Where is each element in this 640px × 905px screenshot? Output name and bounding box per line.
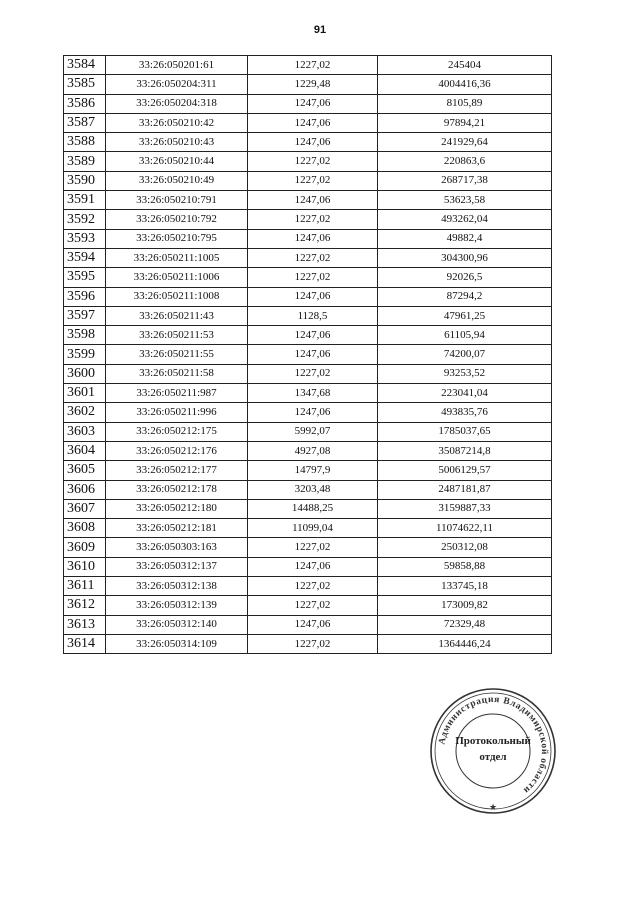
cadastral-number-cell: 33:26:050211:55 xyxy=(106,345,248,364)
table-row xyxy=(64,519,552,538)
value-cell: 11074622,11 xyxy=(378,519,552,538)
value-cell: 5006129,57 xyxy=(378,461,552,480)
row-number-cell: 3598 xyxy=(64,326,106,345)
row-number-cell: 3613 xyxy=(64,615,106,634)
cadastral-number-cell: 33:26:050211:1008 xyxy=(106,287,248,306)
cadastral-number-cell: 33:26:050211:53 xyxy=(106,326,248,345)
row-number-cell: 3593 xyxy=(64,229,106,248)
area-cell: 1247,06 xyxy=(248,113,378,132)
value-cell: 241929,64 xyxy=(378,133,552,152)
value-cell: 8105,89 xyxy=(378,94,552,113)
row-number-cell: 3597 xyxy=(64,306,106,325)
table-row xyxy=(64,422,552,441)
value-cell: 87294,2 xyxy=(378,287,552,306)
table-row xyxy=(64,94,552,113)
value-cell: 59858,88 xyxy=(378,557,552,576)
row-number-cell: 3585 xyxy=(64,75,106,94)
row-number-cell: 3587 xyxy=(64,113,106,132)
cadastral-number-cell: 33:26:050210:49 xyxy=(106,171,248,190)
table-row xyxy=(64,56,552,75)
row-number-cell: 3601 xyxy=(64,384,106,403)
row-number-cell: 3591 xyxy=(64,191,106,210)
area-cell: 1227,02 xyxy=(248,577,378,596)
value-cell: 304300,96 xyxy=(378,248,552,267)
cadastral-number-cell: 33:26:050210:791 xyxy=(106,191,248,210)
area-cell: 14797,9 xyxy=(248,461,378,480)
area-cell: 1247,06 xyxy=(248,133,378,152)
cadastral-number-cell: 33:26:050314:109 xyxy=(106,634,248,653)
table-row xyxy=(64,403,552,422)
table-row xyxy=(64,364,552,383)
area-cell: 1128,5 xyxy=(248,306,378,325)
row-number-cell: 3586 xyxy=(64,94,106,113)
table-row xyxy=(64,113,552,132)
area-cell: 1247,06 xyxy=(248,191,378,210)
row-number-cell: 3600 xyxy=(64,364,106,383)
table-row xyxy=(64,268,552,287)
area-cell: 4927,08 xyxy=(248,441,378,460)
cadastral-number-cell: 33:26:050212:176 xyxy=(106,441,248,460)
row-number-cell: 3604 xyxy=(64,441,106,460)
cadastral-number-cell: 33:26:050312:140 xyxy=(106,615,248,634)
official-stamp xyxy=(428,686,558,816)
table-row xyxy=(64,326,552,345)
table-row xyxy=(64,287,552,306)
row-number-cell: 3606 xyxy=(64,480,106,499)
area-cell: 1227,02 xyxy=(248,56,378,75)
area-cell: 1229,48 xyxy=(248,75,378,94)
table-row xyxy=(64,461,552,480)
cadastral-number-cell: 33:26:050201:61 xyxy=(106,56,248,75)
value-cell: 35087214,8 xyxy=(378,441,552,460)
page-number: 91 xyxy=(313,24,327,36)
row-number-cell: 3599 xyxy=(64,345,106,364)
table-body xyxy=(64,56,552,654)
value-cell: 173009,82 xyxy=(378,596,552,615)
area-cell: 1227,02 xyxy=(248,210,378,229)
area-cell: 1247,06 xyxy=(248,403,378,422)
area-cell: 1247,06 xyxy=(248,557,378,576)
value-cell: 245404 xyxy=(378,56,552,75)
row-number-cell: 3590 xyxy=(64,171,106,190)
row-number-cell: 3596 xyxy=(64,287,106,306)
cadastral-number-cell: 33:26:050312:139 xyxy=(106,596,248,615)
value-cell: 268717,38 xyxy=(378,171,552,190)
table-row xyxy=(64,499,552,518)
area-cell: 1247,06 xyxy=(248,229,378,248)
cadastral-number-cell: 33:26:050312:138 xyxy=(106,577,248,596)
row-number-cell: 3610 xyxy=(64,557,106,576)
cadastral-number-cell: 33:26:050211:1005 xyxy=(106,248,248,267)
table-row xyxy=(64,538,552,557)
cadastral-number-cell: 33:26:050211:43 xyxy=(106,306,248,325)
value-cell: 3159887,33 xyxy=(378,499,552,518)
value-cell: 4004416,36 xyxy=(378,75,552,94)
table-row xyxy=(64,229,552,248)
row-number-cell: 3608 xyxy=(64,519,106,538)
cadastral-number-cell: 33:26:050210:792 xyxy=(106,210,248,229)
table-row xyxy=(64,75,552,94)
value-cell: 74200,07 xyxy=(378,345,552,364)
cadastral-number-cell: 33:26:050204:311 xyxy=(106,75,248,94)
table-row xyxy=(64,345,552,364)
stamp-ring-text: Администрация Владимирской области xyxy=(437,694,550,796)
cadastral-number-cell: 33:26:050210:42 xyxy=(106,113,248,132)
value-cell: 493835,76 xyxy=(378,403,552,422)
value-cell: 47961,25 xyxy=(378,306,552,325)
cadastral-number-cell: 33:26:050204:318 xyxy=(106,94,248,113)
row-number-cell: 3594 xyxy=(64,248,106,267)
table-row xyxy=(64,306,552,325)
cadastral-number-cell: 33:26:050312:137 xyxy=(106,557,248,576)
row-number-cell: 3607 xyxy=(64,499,106,518)
cadastral-number-cell: 33:26:050212:180 xyxy=(106,499,248,518)
value-cell: 250312,08 xyxy=(378,538,552,557)
area-cell: 3203,48 xyxy=(248,480,378,499)
row-number-cell: 3588 xyxy=(64,133,106,152)
cadastral-number-cell: 33:26:050303:163 xyxy=(106,538,248,557)
row-number-cell: 3605 xyxy=(64,461,106,480)
row-number-cell: 3584 xyxy=(64,56,106,75)
row-number-cell: 3611 xyxy=(64,577,106,596)
row-number-cell: 3609 xyxy=(64,538,106,557)
stamp-center-text xyxy=(454,734,532,766)
table-row xyxy=(64,557,552,576)
value-cell: 92026,5 xyxy=(378,268,552,287)
value-cell: 1364446,24 xyxy=(378,634,552,653)
row-number-cell: 3592 xyxy=(64,210,106,229)
row-number-cell: 3589 xyxy=(64,152,106,171)
table-row xyxy=(64,191,552,210)
area-cell: 1247,06 xyxy=(248,326,378,345)
cadastral-number-cell: 33:26:050210:43 xyxy=(106,133,248,152)
area-cell: 14488,25 xyxy=(248,499,378,518)
table-row xyxy=(64,210,552,229)
table-row xyxy=(64,596,552,615)
area-cell: 1227,02 xyxy=(248,268,378,287)
registry-table xyxy=(63,55,552,654)
area-cell: 1247,06 xyxy=(248,615,378,634)
stamp-center-line-1: Протокольный xyxy=(455,735,531,747)
row-number-cell: 3602 xyxy=(64,403,106,422)
value-cell: 72329,48 xyxy=(378,615,552,634)
table-row xyxy=(64,152,552,171)
table-row xyxy=(64,577,552,596)
cadastral-number-cell: 33:26:050210:44 xyxy=(106,152,248,171)
table-row xyxy=(64,480,552,499)
table-row xyxy=(64,384,552,403)
cadastral-number-cell: 33:26:050212:181 xyxy=(106,519,248,538)
cadastral-number-cell: 33:26:050211:58 xyxy=(106,364,248,383)
table-row xyxy=(64,615,552,634)
area-cell: 1247,06 xyxy=(248,345,378,364)
value-cell: 223041,04 xyxy=(378,384,552,403)
row-number-cell: 3614 xyxy=(64,634,106,653)
value-cell: 220863,6 xyxy=(378,152,552,171)
stamp-center-line-2: отдел xyxy=(479,750,507,763)
cadastral-number-cell: 33:26:050212:177 xyxy=(106,461,248,480)
area-cell: 1227,02 xyxy=(248,152,378,171)
area-cell: 1227,02 xyxy=(248,634,378,653)
value-cell: 1785037,65 xyxy=(378,422,552,441)
table-row xyxy=(64,441,552,460)
cadastral-number-cell: 33:26:050212:175 xyxy=(106,422,248,441)
value-cell: 49882,4 xyxy=(378,229,552,248)
area-cell: 1227,02 xyxy=(248,248,378,267)
table-row xyxy=(64,248,552,267)
value-cell: 493262,04 xyxy=(378,210,552,229)
area-cell: 1227,02 xyxy=(248,171,378,190)
star-icon: ★ xyxy=(488,803,498,813)
table-row xyxy=(64,133,552,152)
row-number-cell: 3595 xyxy=(64,268,106,287)
value-cell: 97894,21 xyxy=(378,113,552,132)
value-cell: 133745,18 xyxy=(378,577,552,596)
value-cell: 93253,52 xyxy=(378,364,552,383)
area-cell: 11099,04 xyxy=(248,519,378,538)
cadastral-number-cell: 33:26:050210:795 xyxy=(106,229,248,248)
value-cell: 53623,58 xyxy=(378,191,552,210)
area-cell: 1247,06 xyxy=(248,287,378,306)
table-row xyxy=(64,171,552,190)
cadastral-number-cell: 33:26:050212:178 xyxy=(106,480,248,499)
area-cell: 5992,07 xyxy=(248,422,378,441)
row-number-cell: 3612 xyxy=(64,596,106,615)
value-cell: 61105,94 xyxy=(378,326,552,345)
area-cell: 1347,68 xyxy=(248,384,378,403)
area-cell: 1227,02 xyxy=(248,364,378,383)
value-cell: 2487181,87 xyxy=(378,480,552,499)
cadastral-number-cell: 33:26:050211:1006 xyxy=(106,268,248,287)
cadastral-number-cell: 33:26:050211:996 xyxy=(106,403,248,422)
area-cell: 1227,02 xyxy=(248,538,378,557)
table-row xyxy=(64,634,552,653)
area-cell: 1247,06 xyxy=(248,94,378,113)
row-number-cell: 3603 xyxy=(64,422,106,441)
cadastral-number-cell: 33:26:050211:987 xyxy=(106,384,248,403)
area-cell: 1227,02 xyxy=(248,596,378,615)
